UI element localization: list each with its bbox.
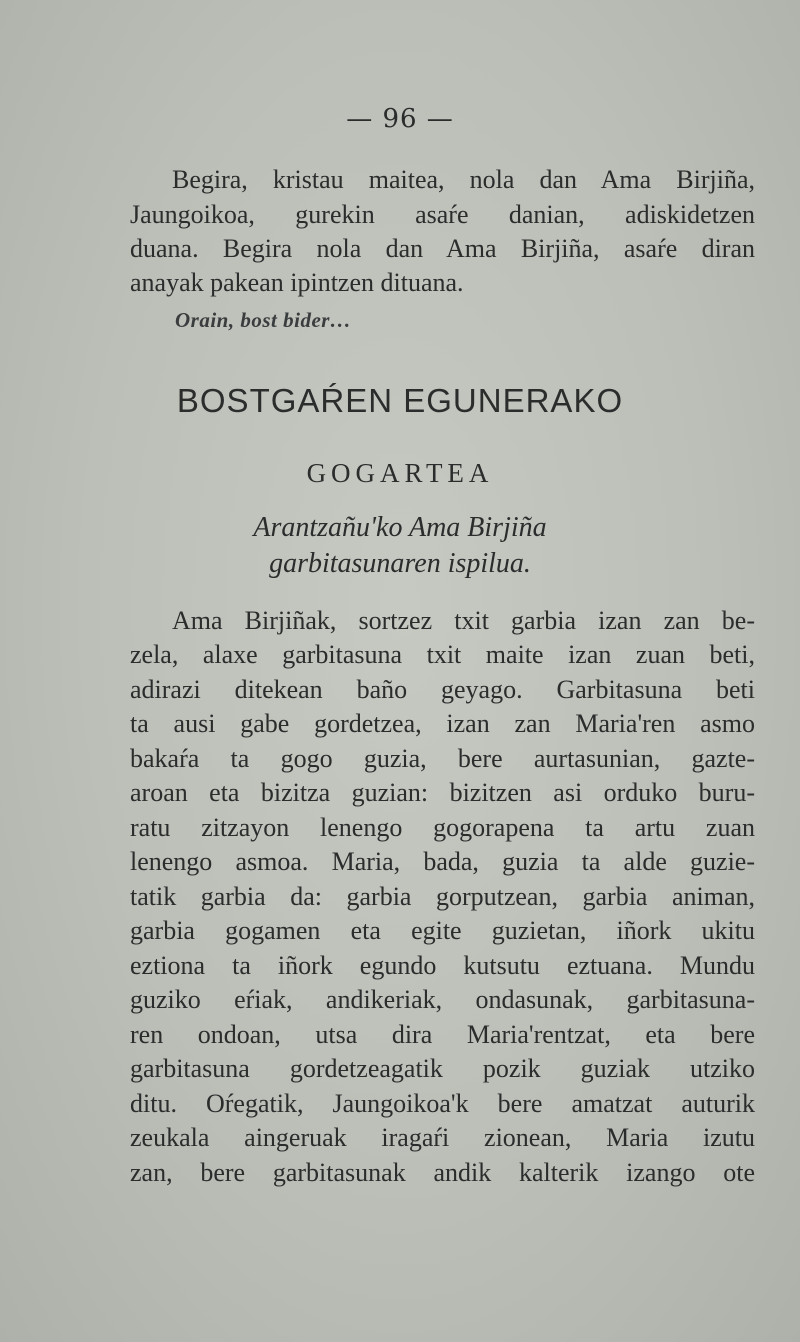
text-line: eztiona ta iñork egundo kutsutu eztuana. Mundu [130,951,755,980]
subtitle-line: Arantzañu'ko Ama Birjiña [253,512,547,543]
text-line: garbitasuna gordetzeagatik pozik guziak utziko [130,1054,755,1083]
text-line: tatik garbia da: garbia gorputzean, garbia animan, [130,882,755,911]
text-line: anayak pakean ipintzen dituana. [130,268,464,297]
prayer-note: Orain, bost bider… [175,308,352,332]
text-line: lenengo asmoa. Maria, bada, guzia ta alde guzie- [130,847,755,876]
text-line: Ama Birjiñak, sortzez txit garbia izan zan be- [172,606,755,635]
text-line: guziko eŕiak, andikeriak, ondasunak, garbitasuna- [130,985,755,1014]
text-line: ta ausi gabe gordetzea, izan zan Maria'ren asmo [130,709,755,738]
text-line: bakaŕa ta gogo guzia, bere aurtasunian, gazte- [130,744,755,773]
text-line: ditu. Oŕegatik, Jaungoikoa'k bere amatzat auturik [130,1089,755,1118]
text-line: zeukala aingeruak iragaŕi zionean, Maria izutu [130,1123,755,1152]
text-line: aroan eta bizitza guzian: bizitzen asi orduko buru- [130,778,755,807]
text-line: zan, bere garbitasunak andik kalterik izango ote [130,1158,755,1187]
text-line: ren ondoan, utsa dira Maria'rentzat, eta bere [130,1020,755,1049]
section-heading: BOSTGAŔEN EGUNERAKO [176,382,624,419]
text-line: zela, alaxe garbitasuna txit maite izan zuan beti, [130,640,755,669]
text-line: adirazi ditekean baño geyago. Garbitasuna beti [130,675,755,704]
text-line: Jaungoikoa, gurekin asaŕe danian, adiskidetzen [130,200,755,229]
sub-heading: GOGARTEA [306,458,494,488]
text-line: garbia gogamen eta egite guzietan, iñork ukitu [130,916,755,945]
subtitle-line: garbitasunaren ispilua. [269,548,531,579]
text-line: ratu zitzayon lenengo gogorapena ta artu zuan [130,813,755,842]
text-line: duana. Begira nola dan Ama Birjiña, asaŕe diran [130,234,755,263]
page-number: — 96 — [346,104,454,134]
text-line: Begira, kristau maitea, nola dan Ama Birjiña, [172,165,755,194]
